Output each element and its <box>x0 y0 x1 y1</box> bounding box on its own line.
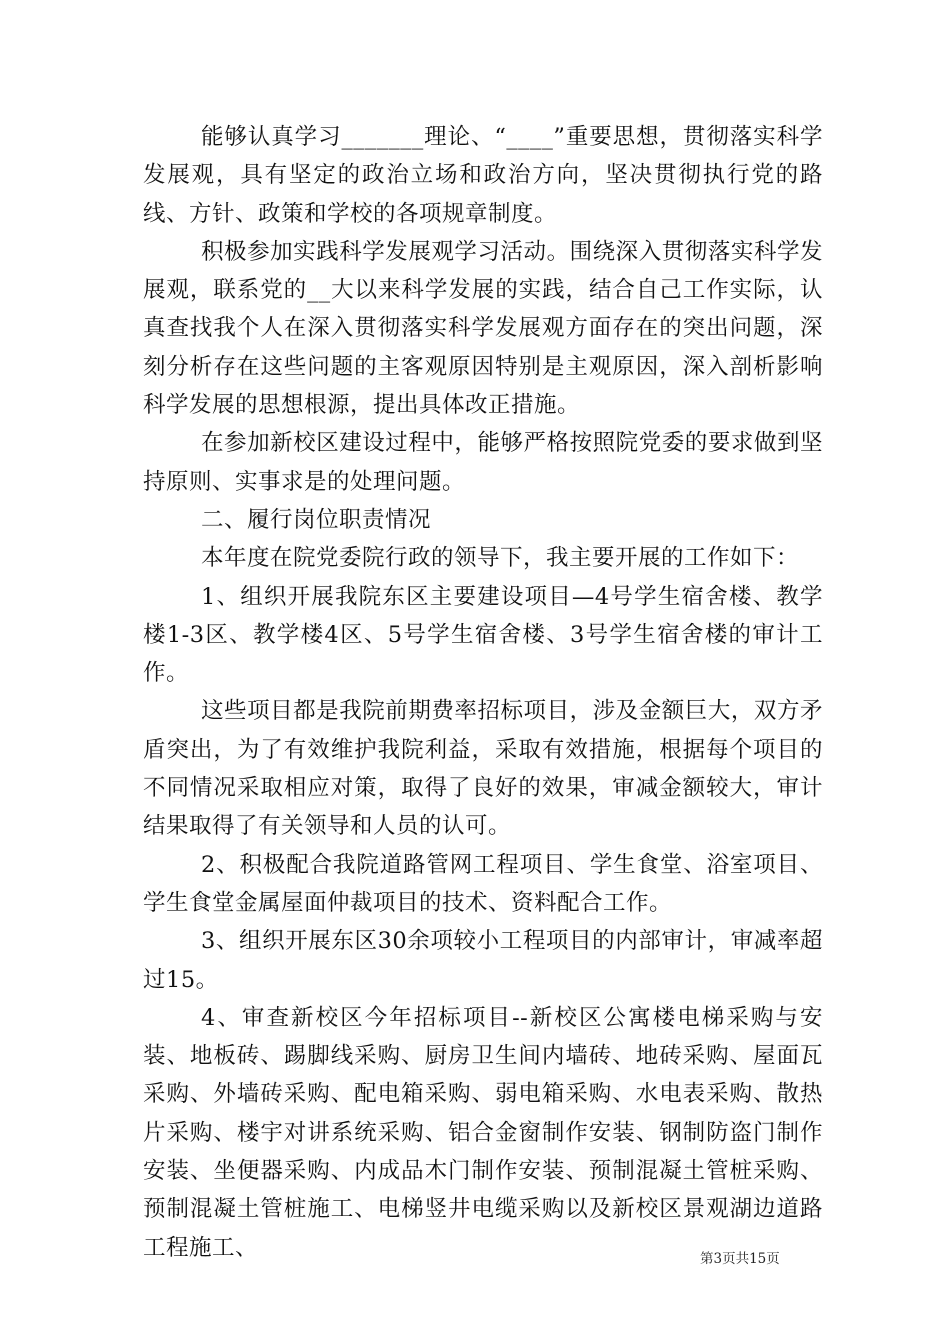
list-item-3: 3、组织开展东区30余项较小工程项目的内部审计，审减率超过15。 <box>143 928 823 993</box>
paragraph-work-intro: 本年度在院党委院行政的领导下，我主要开展的工作如下： <box>201 545 800 572</box>
paragraph-political-study: 能够认真学习_______理论、“____”重要思想，贯彻落实科学发展观，具有坚定的政治立场和政治方向，坚决贯彻执行党的路线、方针、政策和学校的各项规章制度。 <box>143 124 823 227</box>
document-body <box>143 118 823 1267</box>
paragraph-practice-activity: 积极参加实践科学发展观学习活动。围绕深入贯彻落实科学发展观，联系党的__大以来科学发展的实践，结合自己工作实际，认真查找我个人在深入贯彻落实科学发展观方面存在的突出问题，深刻分析存在这些问题的主客观原因特别是主观原因，深入剖析影响科学发展的思想根源，提出具体改正措施。 <box>143 238 823 419</box>
page-number: 第3页共15页 <box>700 1251 780 1267</box>
list-item-1: 1、组织开展我院东区主要建设项目—4号学生宿舍楼、教学楼1-3区、教学楼4区、5号学生宿舍楼、3号学生宿舍楼的审计工作。 <box>143 583 823 687</box>
list-item-4: 4、审查新校区今年招标项目--新校区公寓楼电梯采购与安装、地板砖、踢脚线采购、厨房卫生间内墙砖、地砖采购、屋面瓦采购、外墙砖采购、配电箱采购、弱电箱采购、水电表采购、散热片采购、楼宇对讲系统采购、铝合金窗制作安装、钢制防盗门制作安装、坐便器采购、内成品木门制作安装、预制混凝土管桩采购、预制混凝土管桩施工、电梯竖井电缆采购以及新校区景观湖边道路工程施工、 <box>143 1004 823 1261</box>
paragraph-new-campus: 在参加新校区建设过程中，能够严格按照院党委的要求做到坚持原则、实事求是的处理问题。 <box>143 430 823 495</box>
list-item-2: 2、积极配合我院道路管网工程项目、学生食堂、浴室项目、学生食堂金属屋面仲裁项目的技术、资料配合工作。 <box>143 851 823 916</box>
section-heading-duties: 二、履行岗位职责情况 <box>201 506 432 533</box>
paragraph-project-details: 这些项目都是我院前期费率招标项目，涉及金额巨大，双方矛盾突出，为了有效维护我院利益，采取有效措施，根据每个项目的不同情况采取相应对策，取得了良好的效果，审减金额较大，审计结果取得了有关领导和人员的认可。 <box>143 698 823 840</box>
